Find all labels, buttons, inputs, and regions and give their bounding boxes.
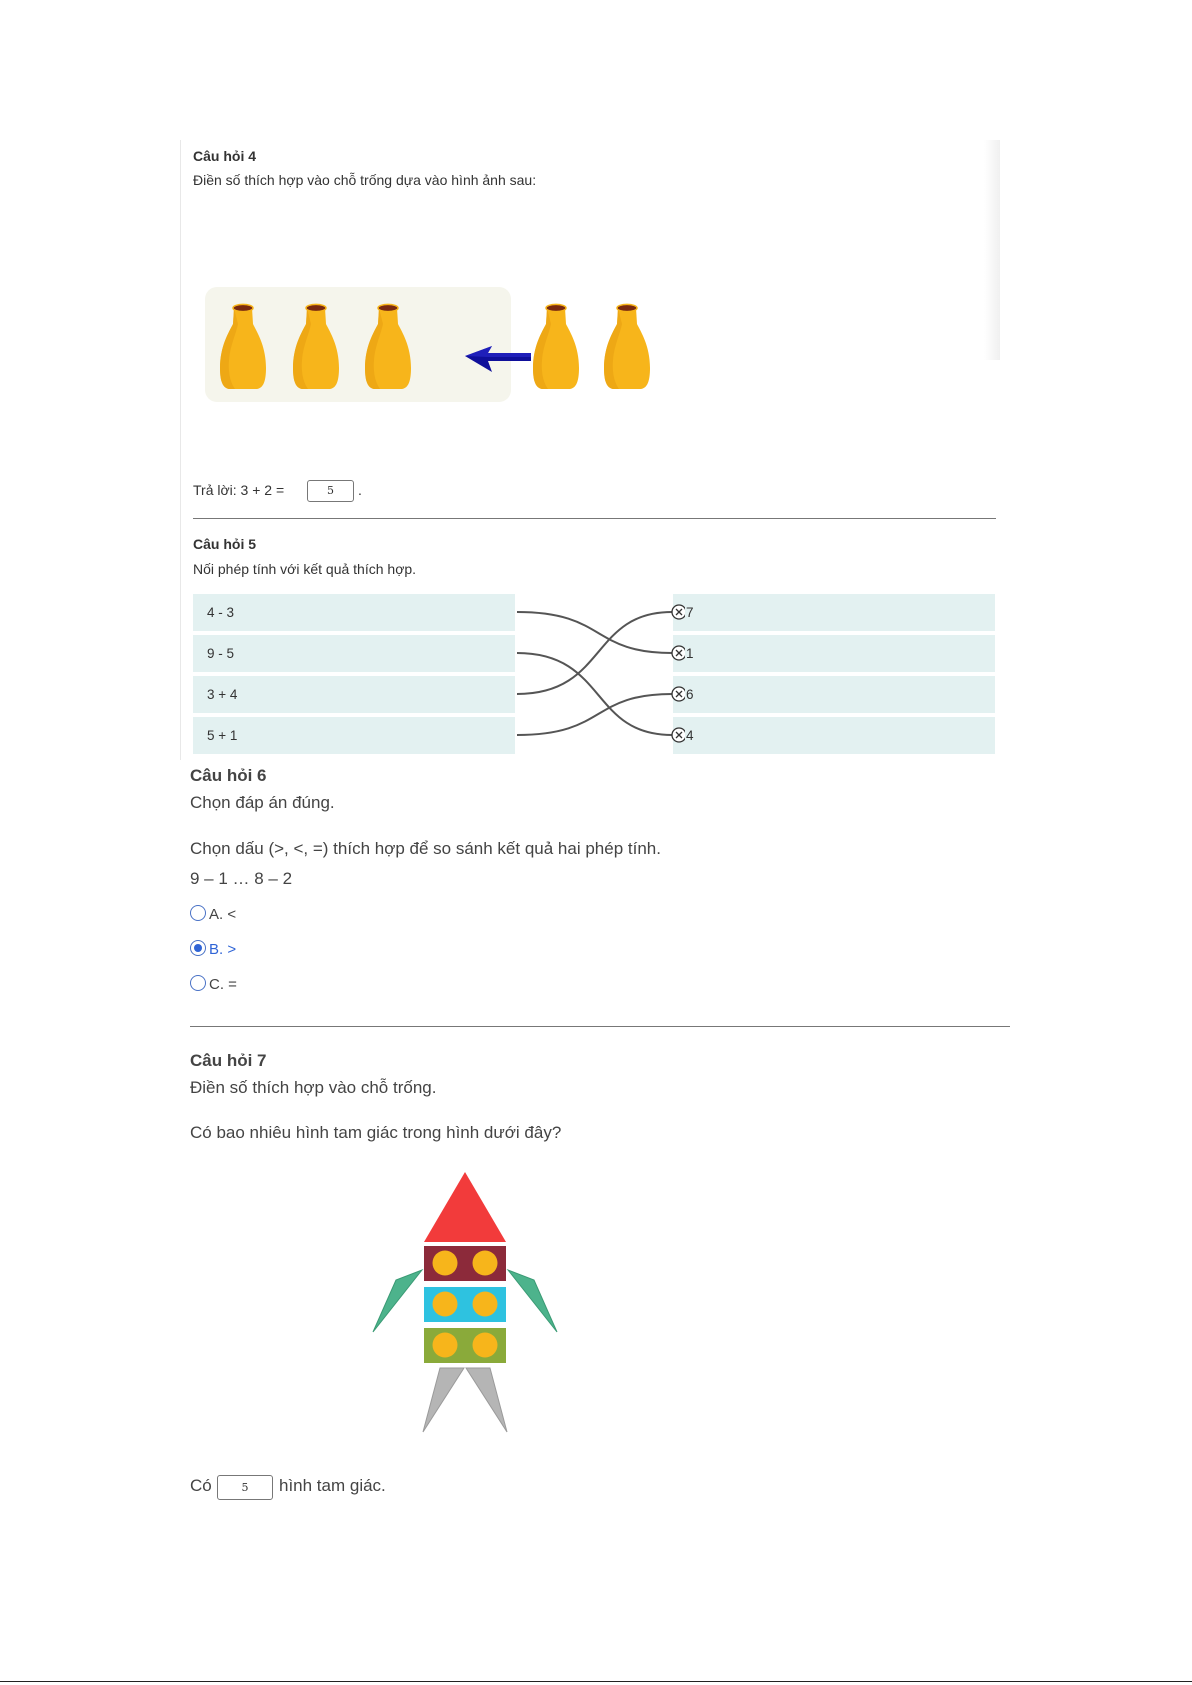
q5-title: Câu hỏi 5 (193, 536, 257, 552)
vase-5 (604, 304, 650, 389)
page-bottom-line (0, 1681, 1192, 1682)
match-line (517, 612, 672, 653)
rocket-left-fin (373, 1270, 422, 1332)
right-shade (984, 140, 1000, 360)
remove-link-icon[interactable] (672, 687, 685, 701)
match-right-item[interactable]: 7 (673, 594, 995, 631)
vase-illustration (200, 280, 660, 410)
q5-prompt: Nối phép tính với kết quả thích hợp. (193, 561, 417, 577)
q4-answer-prefix: Trả lời: 3 + 2 = (193, 482, 285, 498)
rocket-left-flame (423, 1368, 464, 1432)
option-c[interactable]: C. = (190, 976, 237, 993)
divider-q6 (190, 1026, 1010, 1027)
match-left-item[interactable]: 9 - 5 (193, 635, 515, 672)
divider-q4 (193, 518, 996, 519)
rocket-right-flame (466, 1368, 507, 1432)
q7-prompt: Có bao nhiêu hình tam giác trong hình dưới đây? (190, 1123, 562, 1142)
q6-expression: 9 – 1 … 8 – 2 (190, 869, 293, 888)
card-edge (180, 140, 181, 760)
radio-option-a[interactable] (190, 905, 206, 921)
q7-title: Câu hỏi 7 (190, 1051, 267, 1070)
match-right-item[interactable]: 6 (673, 676, 995, 713)
q6-prompt: Chọn dấu (>, <, =) thích hợp để so sánh kết quả hai phép tính. (190, 839, 661, 858)
q4-answer-suffix: . (358, 482, 362, 498)
q6-title: Câu hỏi 6 (190, 766, 267, 785)
remove-link-icon[interactable] (672, 646, 685, 660)
match-left-item[interactable]: 4 - 3 (193, 594, 515, 631)
q4-title: Câu hỏi 4 (193, 148, 257, 164)
rocket-nose-triangle (424, 1172, 506, 1242)
q7-answer-prefix: Có (190, 1476, 212, 1495)
rocket-right-fin (508, 1270, 557, 1332)
rocket-illustration (370, 1170, 560, 1440)
match-line (517, 694, 672, 735)
radio-option-c[interactable] (190, 975, 206, 991)
option-a[interactable]: A. < (190, 906, 236, 923)
remove-link-icon[interactable] (672, 728, 685, 742)
match-left-item[interactable]: 5 + 1 (193, 717, 515, 754)
match-left-item[interactable]: 3 + 4 (193, 676, 515, 713)
q7-answer-input[interactable]: 5 (217, 1475, 273, 1500)
match-right-item[interactable]: 4 (673, 717, 995, 754)
match-line (517, 612, 672, 694)
radio-option-b[interactable] (190, 940, 206, 956)
option-b[interactable]: B. > (190, 941, 236, 958)
q4-prompt: Điền số thích hợp vào chỗ trống dựa vào hình ảnh sau: (193, 172, 537, 188)
match-lines (515, 594, 685, 754)
match-line (517, 653, 672, 735)
q7-answer-suffix: hình tam giác. (279, 1476, 386, 1495)
q4-answer-input[interactable]: 5 (307, 480, 354, 502)
vase-4 (533, 304, 579, 389)
match-right-item[interactable]: 1 (673, 635, 995, 672)
q7-instruction: Điền số thích hợp vào chỗ trống. (190, 1078, 437, 1097)
q4-answer-line (193, 482, 284, 502)
q6-instruction: Chọn đáp án đúng. (190, 793, 335, 812)
remove-link-icon[interactable] (672, 605, 685, 619)
